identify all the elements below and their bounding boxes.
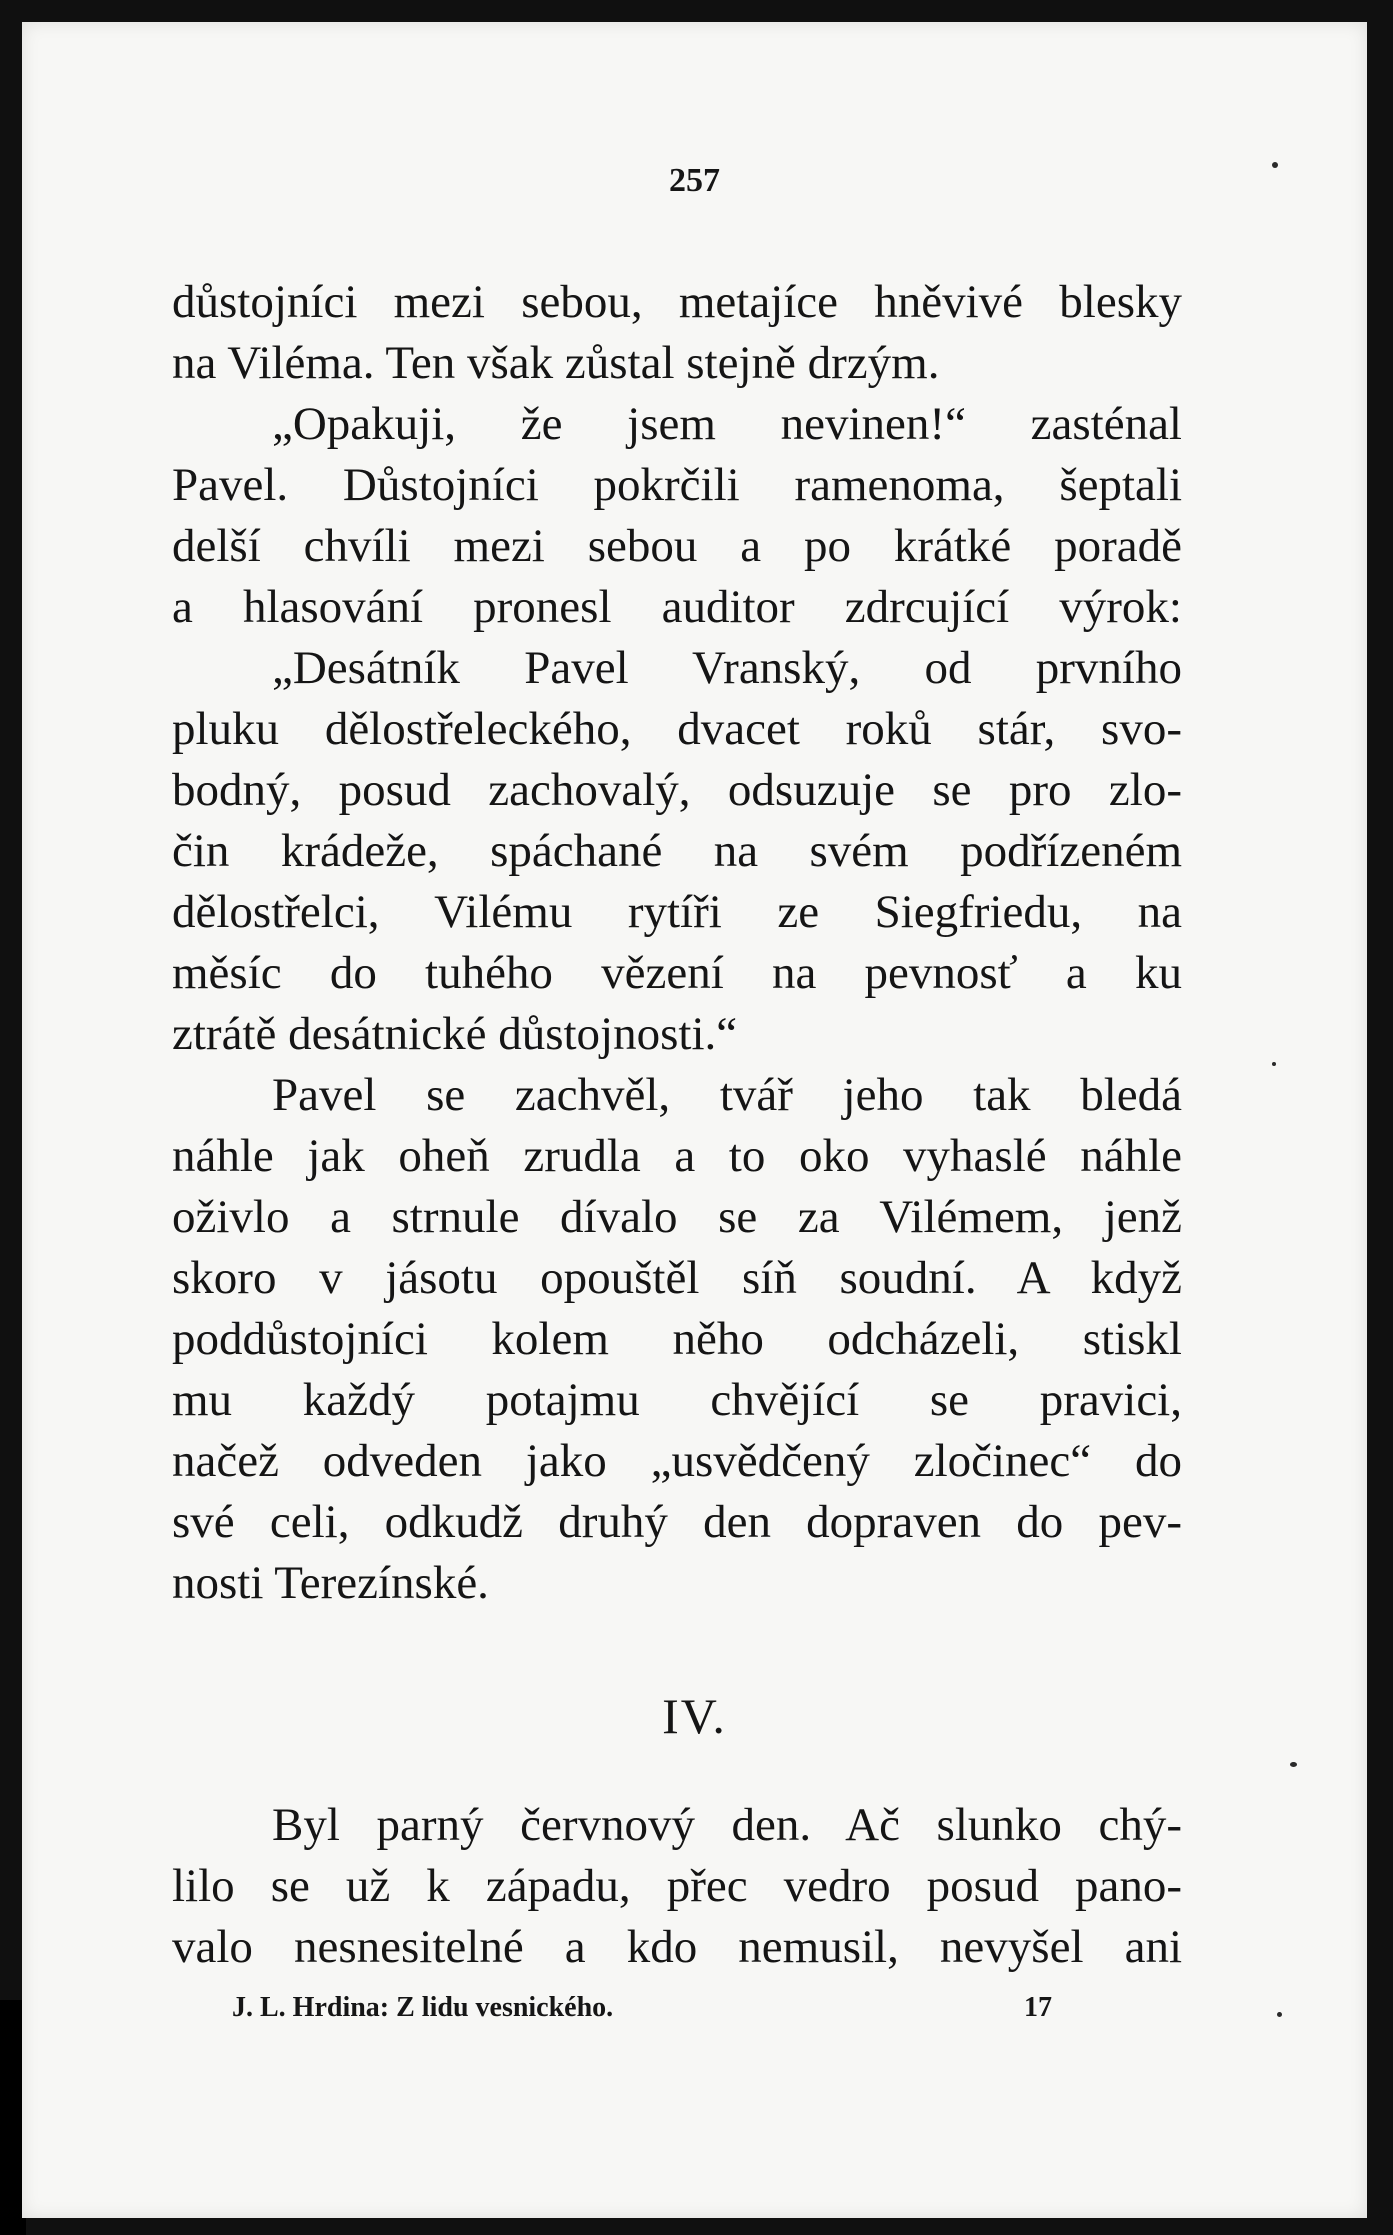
text-line: poddůstojníci kolem něho odcházeli, stiskl — [172, 1313, 1182, 1365]
text-line: Pavel. Důstojníci pokrčili ramenoma, šeptali — [172, 459, 1182, 511]
text-line: „Desátník Pavel Vranský, od prvního — [272, 642, 1182, 694]
text-line: načež odveden jako „usvědčený zločinec“ do — [172, 1435, 1182, 1487]
paper-speck — [1272, 1062, 1276, 1066]
text-line: pluku dělostřeleckého, dvacet roků stár, svo- — [172, 703, 1182, 755]
chapter-text — [172, 1795, 1182, 1978]
text-line: „Opakuji, že jsem nevinen!“ zasténal — [272, 398, 1182, 450]
footer-signature: J. L. Hrdina: Z lidu vesnického. — [232, 1992, 614, 2023]
book-page — [22, 22, 1367, 2218]
paper-speck — [1290, 1762, 1297, 1767]
text-line: náhle jak oheň zrudla a to oko vyhaslé náhle — [172, 1130, 1182, 1182]
text-line: lilo se už k západu, přec vedro posud pano- — [172, 1860, 1182, 1912]
chapter-heading: IV. — [662, 1688, 727, 1744]
text-line: nosti Terezínské. — [172, 1557, 489, 1609]
text-line: měsíc do tuhého vězení na pevnosť a ku — [172, 947, 1182, 999]
text-line: dělostřelci, Vilému rytíři ze Siegfriedu, na — [172, 886, 1182, 938]
text-line: Byl parný červnový den. Ač slunko chý- — [272, 1799, 1182, 1851]
text-line: a hlasování pronesl auditor zdrcující výrok: — [172, 581, 1182, 633]
page-number: 257 — [669, 162, 720, 199]
text-line: mu každý potajmu chvějící se pravici, — [172, 1374, 1182, 1426]
body-text — [172, 272, 1182, 1614]
text-line: čin krádeže, spáchané na svém podřízeném — [172, 825, 1182, 877]
text-line: delší chvíli mezi sebou a po krátké poradě — [172, 520, 1182, 572]
text-line: skoro v jásotu opouštěl síň soudní. A když — [172, 1252, 1182, 1304]
text-line: ztrátě desátnické důstojnosti.“ — [172, 1008, 738, 1060]
text-line: oživlo a strnule dívalo se za Vilémem, jenž — [172, 1191, 1182, 1243]
paper-speck — [1277, 2012, 1282, 2017]
text-line: valo nesnesitelné a kdo nemusil, nevyšel ani — [172, 1921, 1182, 1973]
page-footer — [232, 1992, 1052, 2032]
text-line: své celi, odkudž druhý den dopraven do pev- — [172, 1496, 1182, 1548]
text-line: na Viléma. Ten však zůstal stejně drzým. — [172, 337, 940, 389]
text-line: důstojníci mezi sebou, metajíce hněvivé blesky — [172, 276, 1182, 328]
footer-sheet-number: 17 — [1024, 1992, 1052, 2023]
text-line: bodný, posud zachovalý, odsuzuje se pro zlo- — [172, 764, 1182, 816]
text-line: Pavel se zachvěl, tvář jeho tak bledá — [272, 1069, 1182, 1121]
